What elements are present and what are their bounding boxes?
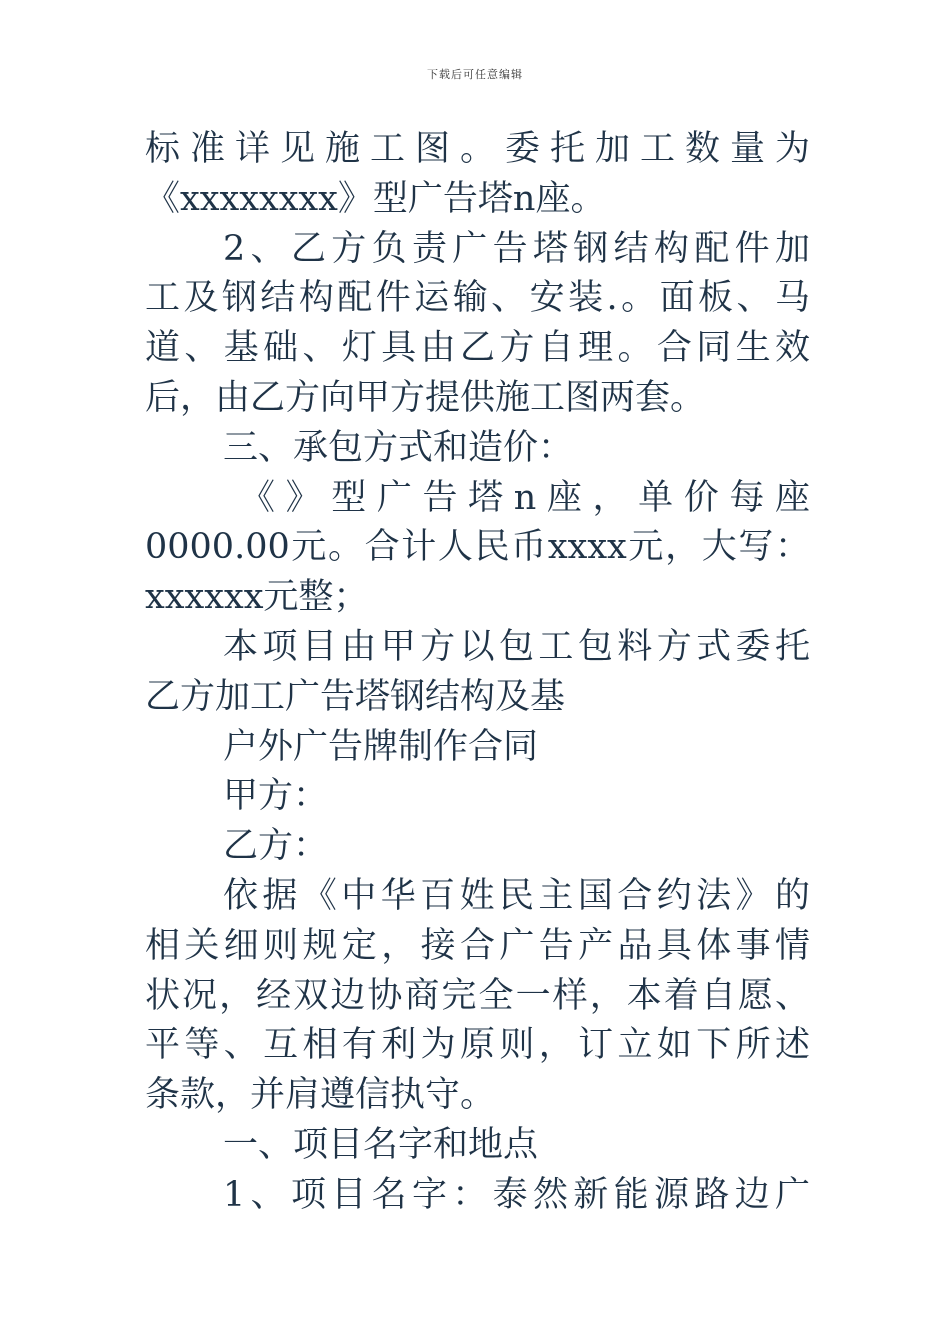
text-line: 乙方加工广告塔钢结构及基 <box>145 676 566 717</box>
document-title: 户外广告牌制作合同 <box>223 726 539 767</box>
text-line: 道、基础、灯具由乙方自理。合同生效 <box>145 328 810 369</box>
page-header-note: 下载后可任意编辑 <box>427 68 523 81</box>
section-heading: 一、项目名字和地点 <box>223 1124 539 1165</box>
text-line: 相关细则规定，接合广告产品具体事情 <box>145 925 810 966</box>
text-line: 条款，并肩遵信执守。 <box>145 1075 496 1116</box>
text-line: 状况，经双边协商完全一样，本着自愿、 <box>145 975 810 1016</box>
text-line: 本项目由甲方以包工包料方式委托 <box>223 626 810 667</box>
party-a-label: 甲方： <box>223 776 329 817</box>
document-body <box>145 125 810 1221</box>
text-line: 2、乙方负责广告塔钢结构配件加 <box>223 228 810 269</box>
text-line: 平等、互相有利为原则，订立如下所述 <box>145 1025 810 1066</box>
text-line: 标准详见施工图。委托加工数量为 <box>145 129 810 169</box>
text-line: 《》型广告塔n座，单价每座 <box>240 477 810 518</box>
section-heading: 三、承包方式和造价： <box>223 427 574 468</box>
text-line: xxxxxx元整； <box>145 577 369 618</box>
text-line: 依据《中华百姓民主国合约法》的 <box>223 875 810 916</box>
text-line: 0000.00元。合计人民币xxxx元，大写： <box>145 527 810 568</box>
text-line: 《xxxxxxxx》型广告塔n座。 <box>145 178 606 219</box>
text-line: 后，由乙方向甲方提供施工图两套。 <box>145 377 706 418</box>
text-line: 工及钢结构配件运输、安装.。面板、马 <box>145 278 810 319</box>
party-b-label: 乙方： <box>223 826 329 867</box>
text-line: 1、项目名字：泰然新能源路边广 <box>223 1174 810 1215</box>
